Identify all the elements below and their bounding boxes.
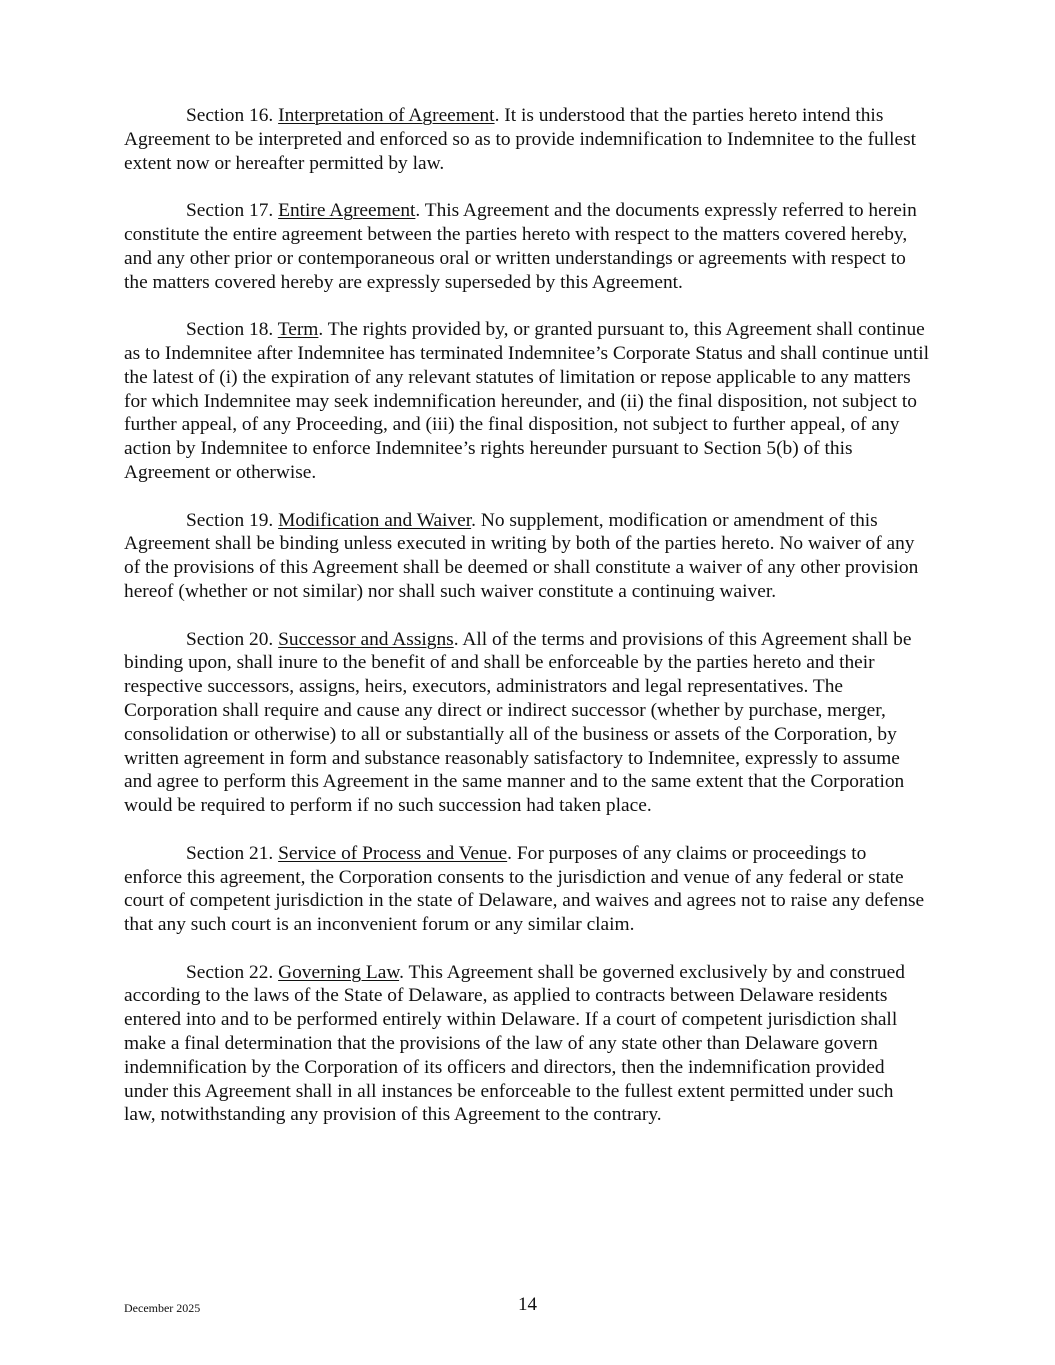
section-heading: Governing Law [278, 961, 400, 983]
footer-date: December 2025 [124, 1301, 201, 1315]
section-heading: Service of Process and Venue [278, 842, 508, 864]
section-label: Section 19. [186, 509, 279, 531]
section-20 [124, 628, 929, 818]
section-label: Section 21. [186, 842, 279, 864]
section-19 [124, 509, 929, 604]
section-body: . This Agreement and the documents expressly referred to herein constitute the entire agreement between the parties hereto with respect to the matters covered hereby, and any other prior or contemporaneous oral or written understandings or agreements with respect to the matters covered hereby are expressly superseded by this Agreement. [124, 200, 917, 293]
section-label: Section 17. [186, 200, 279, 222]
section-label: Section 20. [186, 628, 279, 650]
section-body: . The rights provided by, or granted pursuant to, this Agreement shall continue as to Indemnitee after Indemnitee has terminated Indemnitee’s Corporate Status and shall continue until the latest of (i) the expiration of any relevant statutes of limitation or repose applicable to any matters for which Indemnitee may seek indemnification hereunder, and (ii) the final disposition, not subject to further appeal, of any Proceeding, and (iii) the final disposition, not subject to further appeal, of any action by Indemnitee to enforce Indemnitee’s rights hereunder pursuant to Section 5(b) of this Agreement or otherwise. [124, 319, 930, 483]
section-16 [124, 104, 929, 175]
section-label: Section 22. [186, 961, 279, 983]
section-label: Section 16. [186, 105, 279, 126]
page-number: 14 [518, 1294, 537, 1315]
section-body: . For purposes of any claims or proceedings to enforce this agreement, the Corporation consents to the jurisdiction and venue of any federal or state court of competent jurisdiction in the state of Delaware, and waives and agrees not to raise any defense that any such court is an inconvenient forum or any similar claim. [124, 842, 925, 936]
section-heading: Modification and Waiver [278, 509, 472, 531]
section-body: . All of the terms and provisions of this Agreement shall be binding upon, shall inure to the benefit of and shall be enforceable by the parties hereto and their respective successors, assigns, heirs, executors, administrators and legal representatives. The Corporation shall require and cause any direct or indirect successor (whether by purchase, merger, consolidation or otherwise) to all or substantially all of the business or assets of the Corporation, by written agreement in form and substance reasonably satisfactory to Indemnitee, expressly to assume and agree to perform this Agreement in the same manner and to the same extent that the Corporation would be required to perform if no such succession had taken place. [124, 628, 912, 817]
section-heading: Interpretation of Agreement [278, 105, 495, 126]
section-22 [124, 961, 929, 1128]
section-body: . This Agreement shall be governed exclusively by and construed according to the laws of the State of Delaware, as applied to contracts between Delaware residents entered into and to be performed entirely within Delaware. If a court of competent jurisdiction shall make a final determination that the provisions of the law of any state other than Delaware govern indemnification by the Corporation of its officers and directors, then the indemnification provided under this Agreement shall in all instances be enforceable to the fullest extent permitted under such law, notwithstanding any provision of this Agreement to the contrary. [124, 961, 905, 1126]
section-label: Section 18. [186, 319, 278, 341]
section-heading: Entire Agreement [278, 200, 416, 222]
section-body: . It is understood that the parties hereto intend this Agreement to be interpreted and enforced so as to provide indemnification to Indemnitee to the fullest extent now or hereafter permitted by law. [124, 105, 917, 174]
document-body [124, 104, 929, 1151]
section-21 [124, 842, 929, 937]
section-17 [124, 199, 929, 294]
section-heading: Successor and Assigns [278, 628, 454, 650]
section-heading: Term [277, 319, 319, 341]
section-body: . No supplement, modification or amendment of this Agreement shall be binding unless executed in writing by both of the parties hereto. No waiver of any of the provisions of this Agreement shall be deemed or shall constitute a waiver of any other provision hereof (whether or not similar) nor shall such waiver constitute a continuing waiver. [124, 509, 919, 602]
section-18 [124, 318, 929, 485]
